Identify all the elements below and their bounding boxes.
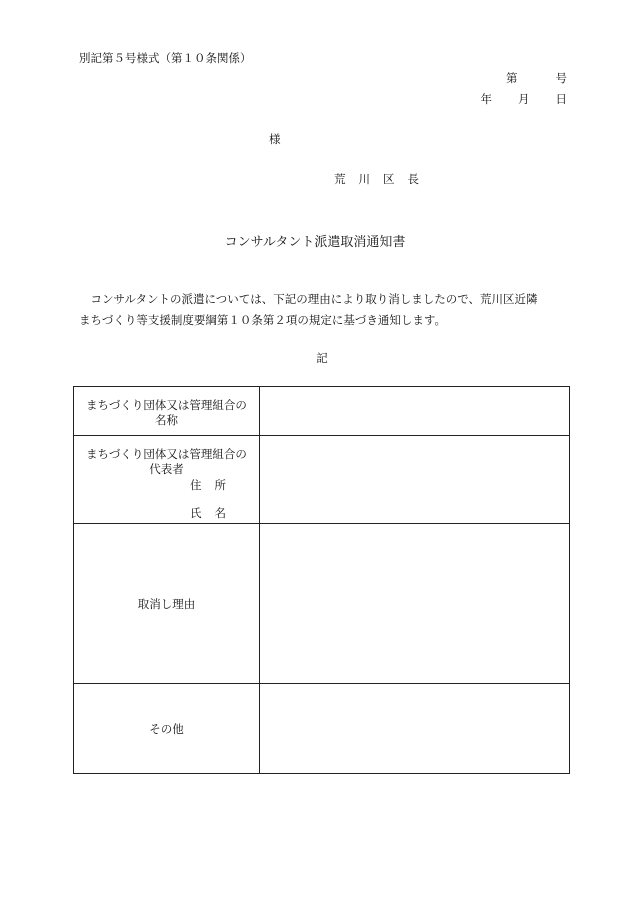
- cancellation-reason-field[interactable]: [260, 524, 570, 684]
- name-char: 名: [214, 506, 226, 520]
- label-line: 代表者: [149, 462, 184, 476]
- body-line: まちづくり等支援制度要綱第１０条第２項の規定に基づき通知します。: [79, 313, 446, 327]
- form-number: 別記第５号様式（第１０条関係）: [79, 51, 252, 65]
- body-paragraph: [79, 289, 574, 331]
- ki-heading: 記: [316, 351, 328, 365]
- day-label: 日: [555, 92, 567, 106]
- number-prefix: 第: [506, 71, 518, 85]
- address-label: [74, 478, 259, 493]
- representative-label-cell: [74, 436, 260, 524]
- date-line: [481, 91, 568, 107]
- other-label: その他: [74, 684, 260, 774]
- number-suffix: 号: [555, 71, 567, 85]
- address-char: 所: [214, 478, 226, 492]
- sender-char: 長: [407, 172, 419, 186]
- label-line: 名称: [155, 413, 178, 427]
- table-row: [74, 684, 570, 774]
- record-table: [73, 386, 570, 774]
- label-line: まちづくり団体又は管理組合の: [86, 398, 247, 412]
- other-field[interactable]: [260, 684, 570, 774]
- table-row: [74, 436, 570, 524]
- address-char: 住: [190, 478, 202, 492]
- addressee-honorific: 様: [269, 132, 281, 146]
- sender-char: 荒: [334, 172, 346, 186]
- document-number-line: [506, 70, 567, 86]
- label-line: まちづくり団体又は管理組合の: [86, 447, 247, 461]
- cancellation-reason-label: 取消し理由: [74, 524, 260, 684]
- organization-name-label-cell: [74, 387, 260, 436]
- sender-char: 区: [383, 172, 395, 186]
- body-line: コンサルタントの派遣については、下記の理由により取り消しましたので、荒川区近隣: [79, 292, 538, 306]
- document-title: コンサルタント派遣取消通知書: [224, 235, 406, 250]
- name-label: [74, 506, 259, 521]
- representative-field[interactable]: [260, 436, 570, 524]
- name-char: 氏: [190, 506, 202, 520]
- year-label: 年: [480, 92, 492, 106]
- table-row: [74, 387, 570, 436]
- organization-name-field[interactable]: [260, 387, 570, 436]
- month-label: 月: [518, 92, 530, 106]
- sender-char: 川: [358, 172, 370, 186]
- sender-name: [334, 171, 419, 187]
- table-row: [74, 524, 570, 684]
